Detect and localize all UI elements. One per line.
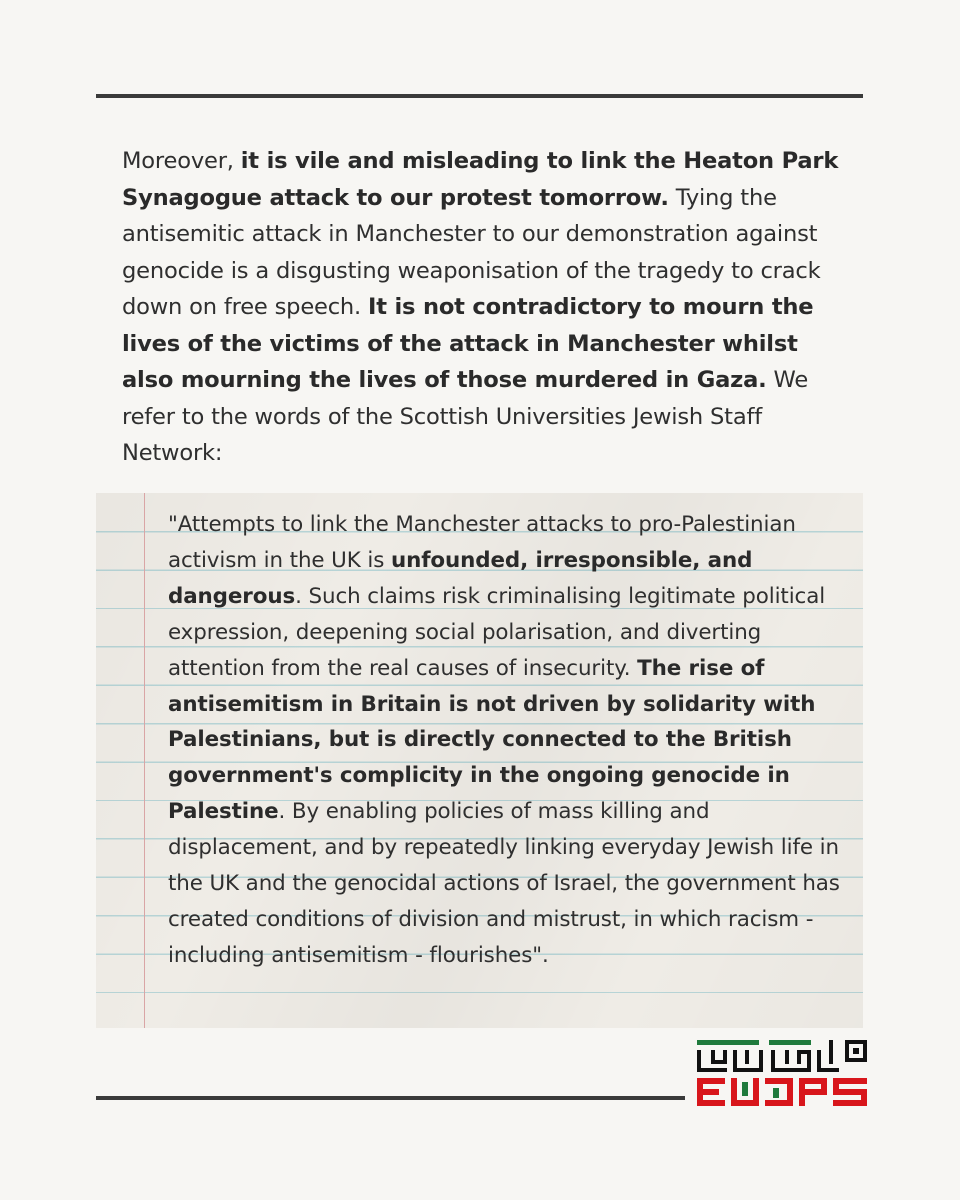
intro-text: Tying the antisemitic attack in Manchester to our demonstration against genocide is a disgusting weaponisation of the tragedy to crack down on free speech. — [122, 184, 821, 320]
intro-bold-text: it is vile and misleading to link the Heaton Park Synagogue attack to our protest tomorrow. — [122, 148, 839, 211]
notebook-paper-quote-block — [96, 493, 863, 1028]
quote-bold-text: The rise of antisemitism in Britain is not driven by solidarity with Palestinians, but is directly connected to the British government's complicity in the ongoing genocide in Palestine — [168, 655, 816, 825]
quote-text: . By enabling policies of mass killing and displacement, and by repeatedly linking everyday Jewish life in the UK and the genocidal actions of Israel, the government has created conditions of division and mistrust, in which racism - including antisemitism - flourishes". — [168, 799, 840, 968]
eujps-logo — [697, 1040, 867, 1106]
bottom-divider — [96, 1096, 685, 1100]
kufic-palestine-logo-icon — [697, 1040, 867, 1106]
top-divider — [96, 94, 863, 98]
paper-margin-line — [144, 493, 145, 1028]
intro-text: Moreover, — [122, 148, 241, 174]
quote-paragraph — [168, 507, 848, 974]
quote-bold-text: unfounded, irresponsible, and dangerous — [168, 547, 753, 609]
quote-text: "Attempts to link the Manchester attacks to pro-Palestinian activism in the UK is — [168, 512, 796, 573]
intro-text: We refer to the words of the Scottish Universities Jewish Staff Network: — [122, 367, 809, 466]
intro-bold-text: It is not contradictory to mourn the lives of the victims of the attack in Manchester whilst also mourning the lives of those murdered in Gaza. — [122, 294, 814, 393]
intro-paragraph — [122, 143, 842, 472]
quote-text: . Such claims risk criminalising legitimate political expression, deepening social polarisation, and diverting attention from the real causes of insecurity. — [168, 583, 826, 681]
